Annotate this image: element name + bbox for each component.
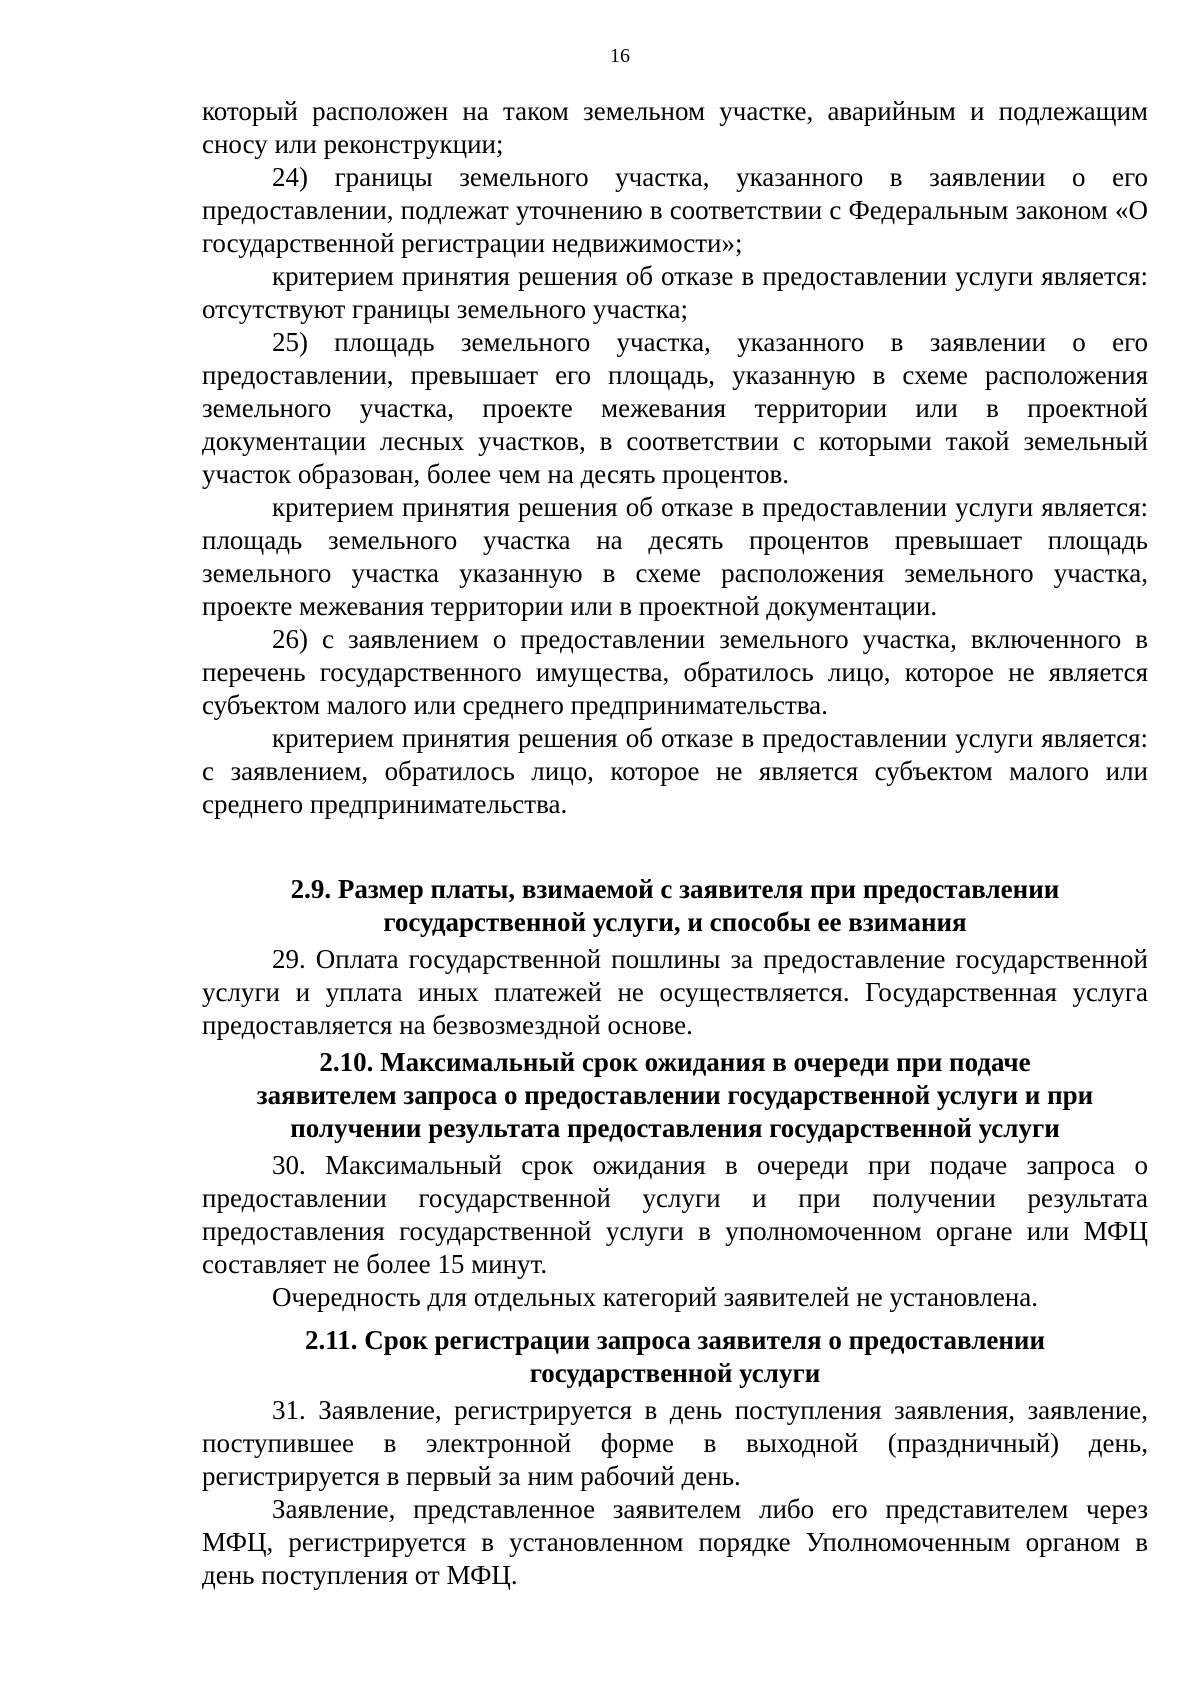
paragraph-item-26: 26) с заявлением о предоставлении земельного участка, включенного в перечень государственного имущества, обратилось лицо, которое не является субъектом малого или среднего предпринимательства. [202, 624, 1148, 720]
paragraph-item-25: 25) площадь земельного участка, указанного в заявлении о его предоставлении, превышает его площадь, указанную в схеме расположения земельного участка, проекте межевания территории или в проектной документации лесных участков, в соответствии с которыми такой земельный участок образован, более чем на десять процентов. [202, 327, 1148, 489]
section-2-10-heading-line: получении результата предоставления государственной услуги [290, 1113, 1060, 1143]
document-body [202, 95, 1148, 1592]
paragraph-item-24: 24) границы земельного участка, указанного в заявлении о его предоставлении, подлежат уточнению в соответствии с Федеральным законом «О государственной регистрации недвижимости»; [202, 162, 1148, 258]
paragraph-queue-order: Очередность для отдельных категорий заявителей не установлена. [272, 1282, 1039, 1312]
paragraph-item-31: 31. Заявление, регистрируется в день поступления заявления, заявление, поступившее в электронной форме в выходной (праздничный) день, регистрируется в первый за ним рабочий день. [202, 1395, 1148, 1491]
section-2-9-heading-line: 2.9. Размер платы, взимаемой с заявителя при предоставлении [290, 874, 1060, 904]
paragraph-continuation: который расположен на таком земельном участке, аварийным и подлежащим сносу или реконструкции; [202, 96, 1148, 159]
section-2-9-heading [202, 873, 1148, 939]
section-2-11-heading [202, 1324, 1148, 1390]
section-2-10-heading [202, 1046, 1148, 1145]
section-2-10-heading-line: заявителем запроса о предоставлении государственной услуги и при [256, 1080, 1094, 1110]
paragraph-item-30: 30. Максимальный срок ожидания в очереди при подаче запроса о предоставлении государственной услуги и при получении результата предоставления государственной услуги в уполномоченном органе или МФЦ составляет не более 15 минут. [202, 1150, 1148, 1279]
paragraph-criterion-26: критерием принятия решения об отказе в предоставлении услуги является: с заявлением, обратилось лицо, которое не является субъектом малого или среднего предпринимательства. [202, 723, 1148, 819]
page-number: 16 [610, 45, 630, 67]
paragraph-mfc-registration: Заявление, представленное заявителем либо его представителем через МФЦ, регистрируется в установленном порядке Уполномоченным органом в день поступления от МФЦ. [202, 1494, 1148, 1590]
section-2-10-heading-line: 2.10. Максимальный срок ожидания в очереди при подаче [319, 1047, 1031, 1077]
paragraph-criterion-24: критерием принятия решения об отказе в предоставлении услуги является: отсутствуют границы земельного участка; [202, 261, 1148, 324]
section-2-9-heading-line: государственной услуги, и способы ее взимания [383, 907, 967, 937]
section-2-11-heading-line: 2.11. Срок регистрации запроса заявителя о предоставлении [304, 1325, 1046, 1355]
paragraph-item-29: 29. Оплата государственной пошлины за предоставление государственной услуги и уплата иных платежей не осуществляется. Государственная услуга предоставляется на безвозмездной основе. [202, 944, 1148, 1040]
paragraph-criterion-25: критерием принятия решения об отказе в предоставлении услуги является: площадь земельного участка на десять процентов превышает площадь земельного участка указанную в схеме расположения земельного участка, проекте межевания территории или в проектной документации. [202, 492, 1148, 621]
section-2-11-heading-line: государственной услуги [529, 1358, 821, 1388]
